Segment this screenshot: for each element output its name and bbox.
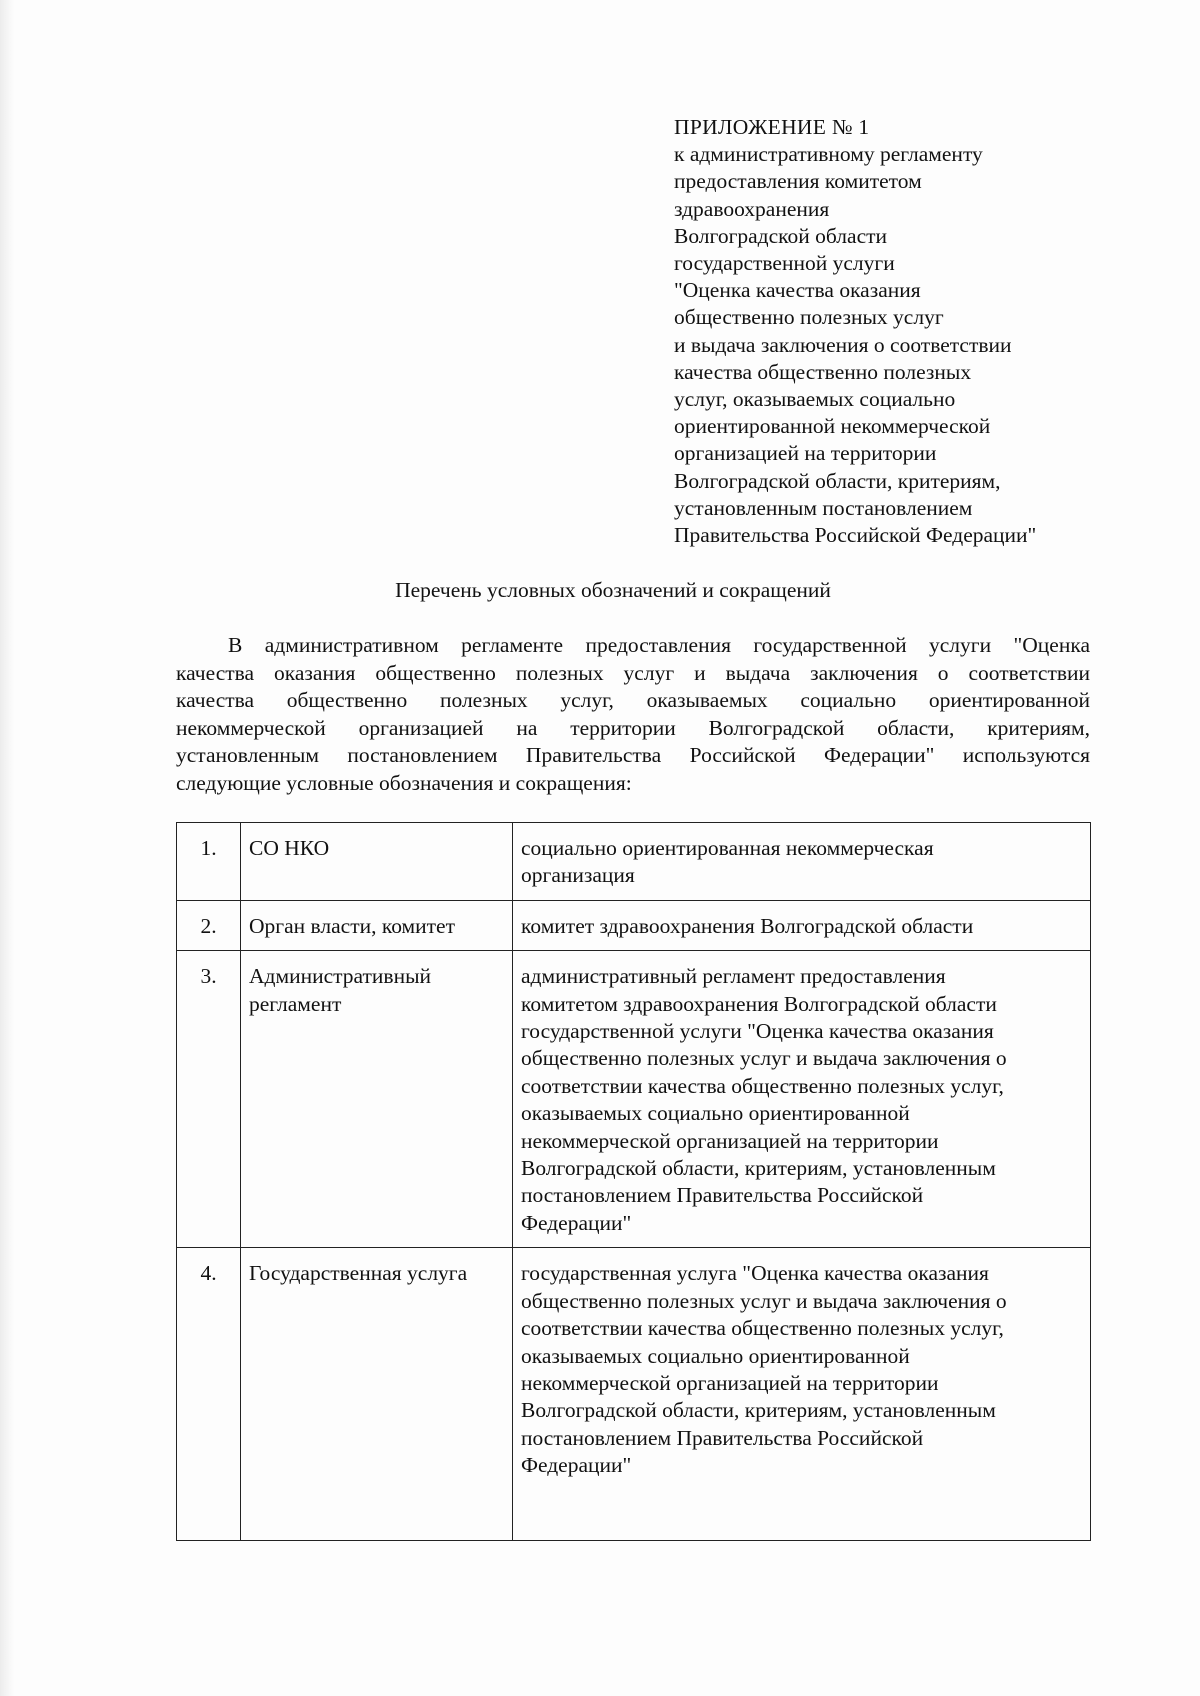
- definition-line: Волгоградской области, критериям, установленным: [521, 1156, 996, 1181]
- definition-line: соответствии качества общественно полезных услуг,: [521, 1073, 1004, 1098]
- definition-line: государственной услуги "Оценка качества оказания: [521, 1019, 994, 1044]
- table-row: [177, 823, 1091, 901]
- appendix-line: государственной услуги: [674, 251, 895, 276]
- definition-line: общественно полезных услуг и выдача заключения о: [521, 1288, 1007, 1313]
- definition-line: постановлением Правительства Российской: [521, 1425, 924, 1450]
- intro-line: В административном регламенте предоставления государственной услуги "Оценка: [228, 633, 1090, 657]
- definition-line: административный регламент предоставления: [521, 964, 946, 989]
- document-heading: Перечень условных обозначений и сокращений: [395, 578, 831, 602]
- appendix-line: Волгоградской области, критериям,: [674, 468, 1001, 493]
- appendix-line: Правительства Российской Федерации": [674, 523, 1037, 548]
- definition-line: соответствии качества общественно полезных услуг,: [521, 1316, 1004, 1341]
- appendix-line: Волгоградской области: [674, 223, 888, 248]
- definition-line: оказываемых социально ориентированной: [521, 1343, 910, 1368]
- appendix-line: организацией на территории: [674, 441, 937, 466]
- definition-line: Федерации": [521, 1210, 632, 1235]
- appendix-title: ПРИЛОЖЕНИЕ № 1: [674, 115, 870, 139]
- intro-line: установленным постановлением Правительства Российской Федерации" используются: [176, 743, 1090, 768]
- row-number: 3.: [177, 951, 241, 1248]
- appendix-line: ориентированной некоммерческой: [674, 414, 991, 439]
- definition-line: комитетом здравоохранения Волгоградской области: [521, 991, 997, 1016]
- row-term: СО НКО: [241, 823, 513, 901]
- appendix-line: общественно полезных услуг: [674, 305, 944, 330]
- appendix-line: предоставления комитетом: [674, 169, 922, 194]
- definition-line: общественно полезных услуг и выдача заключения о: [521, 1046, 1007, 1071]
- row-number: 4.: [177, 1248, 241, 1541]
- table-row: [177, 900, 1091, 950]
- appendix-line: здравоохранения: [674, 196, 830, 221]
- definition-line: государственная услуга "Оценка качества оказания: [521, 1261, 989, 1286]
- definition-line: некоммерческой организацией на территории: [521, 1128, 939, 1153]
- appendix-block: [674, 114, 1114, 549]
- intro-line: качества оказания общественно полезных услуг и выдача заключения о соответствии: [176, 660, 1090, 685]
- appendix-line: к административному регламенту: [674, 142, 983, 167]
- definition-line: Федерации": [521, 1453, 632, 1478]
- appendix-line: "Оценка качества оказания: [674, 278, 921, 303]
- scan-edge: [0, 0, 14, 1696]
- definition-line: социально ориентированная некоммерческая: [521, 836, 934, 860]
- row-definition: [513, 1248, 1091, 1541]
- row-term: Орган власти, комитет: [241, 900, 513, 950]
- intro-paragraph: [176, 632, 1090, 798]
- intro-line: качества общественно полезных услуг, оказываемых социально ориентированной: [176, 688, 1090, 713]
- definition-line: комитет здравоохранения Волгоградской области: [521, 913, 974, 938]
- abbreviations-table: [176, 822, 1091, 1541]
- appendix-line: качества общественно полезных: [674, 359, 972, 384]
- appendix-line: и выдача заключения о соответствии: [674, 332, 1012, 357]
- row-term: Государственная услуга: [241, 1248, 513, 1541]
- intro-line: следующие условные обозначения и сокращения:: [176, 770, 632, 795]
- appendix-line: услуг, оказываемых социально: [674, 387, 956, 412]
- appendix-line: установленным постановлением: [674, 495, 973, 520]
- row-number: 2.: [177, 900, 241, 950]
- definition-line: некоммерческой организацией на территории: [521, 1370, 939, 1395]
- row-definition: [513, 951, 1091, 1248]
- definition-line: Волгоградской области, критериям, установленным: [521, 1398, 996, 1423]
- definition-line: организация: [521, 863, 635, 888]
- row-number: 1.: [177, 823, 241, 901]
- table-row: [177, 1248, 1091, 1541]
- row-definition: [513, 900, 1091, 950]
- definition-line: постановлением Правительства Российской: [521, 1183, 924, 1208]
- row-definition: [513, 823, 1091, 901]
- row-term: Административный регламент: [241, 951, 513, 1248]
- table-row: [177, 951, 1091, 1248]
- definition-line: оказываемых социально ориентированной: [521, 1101, 910, 1126]
- intro-line: некоммерческой организацией на территории Волгоградской области, критериям,: [176, 715, 1090, 740]
